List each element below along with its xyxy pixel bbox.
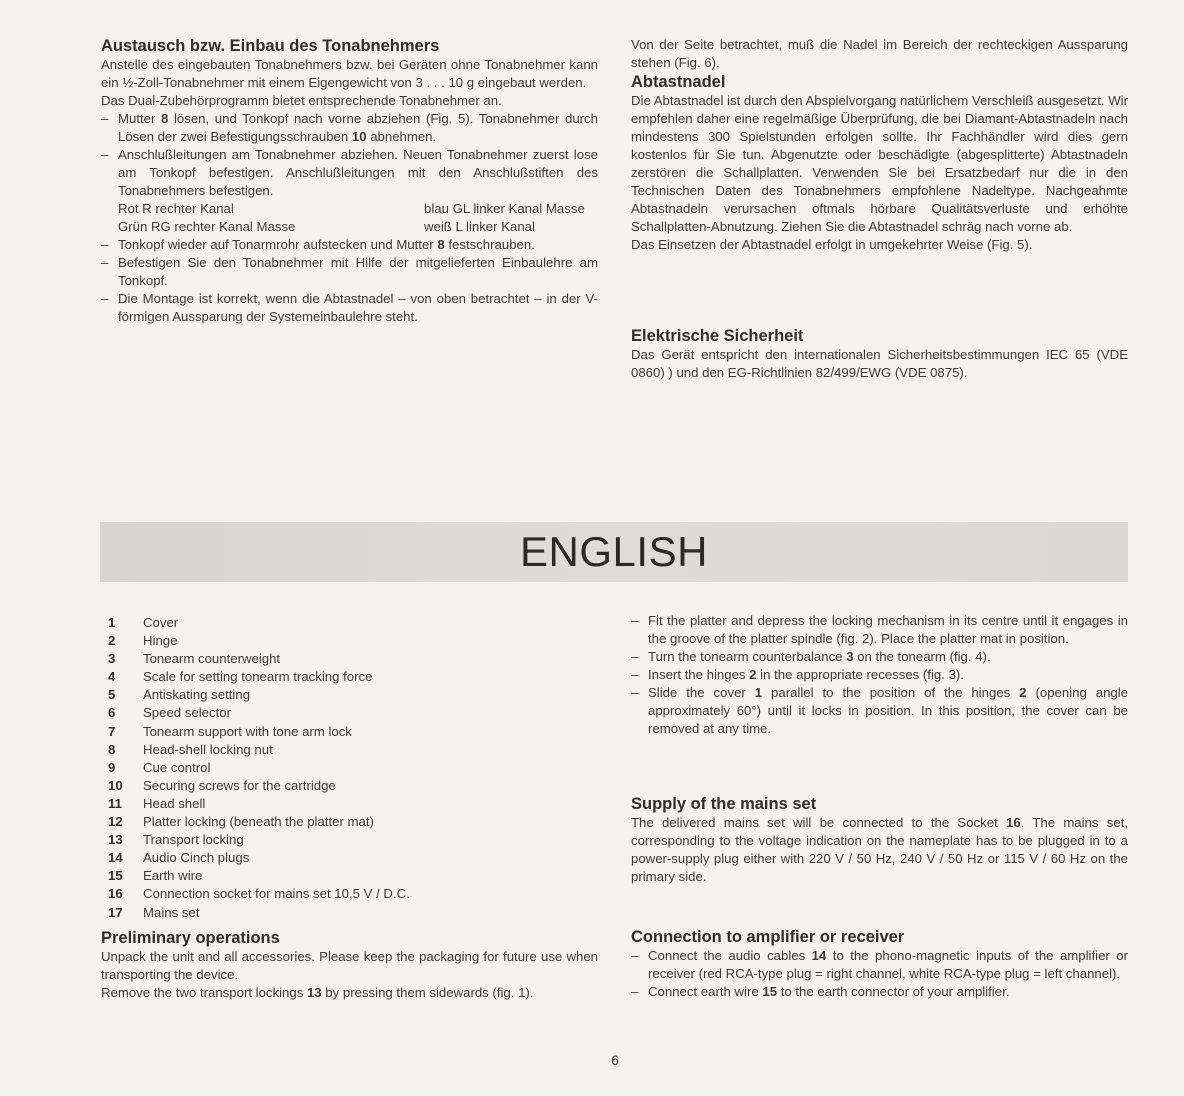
wire-table [118,200,598,236]
part-number: 10 [108,777,123,793]
mains-section [631,794,1128,886]
wire-label: Grün RG rechter Kanal Masse [118,219,296,234]
part-number: 8 [108,741,116,757]
list-item: – Turn the tonearm counterbalance 3 on the tonearm (fig. 4). [631,648,1128,666]
wire-label: Rot R rechter Kanal [118,201,234,216]
list-item: – Connect the audio cables 14 to the phono-magnetic inputs of the amplifier or receiver (red RCA-type plug = right channel, white RCA-type plug = left channel). [631,947,1128,983]
part-label: Speed selector [143,705,231,721]
part-number: 13 [108,832,123,848]
part-number: 3 [108,651,116,667]
side-note: Von der Seite betrachtet, muß die Nadel im Bereich der rechteckigen Aussparung stehen (Fig. 6). [631,37,1128,70]
part-label: Head shell [143,795,206,811]
part-label: Connection socket for mains set 10,5 V / D.C. [143,886,410,902]
part-number: 14 [108,850,123,866]
part-item [108,904,598,922]
cartridge-heading: Austausch bzw. Einbau des Tonabnehmers [101,37,440,55]
part-number: 1 [108,615,116,630]
part-number: 12 [108,814,123,830]
stylus-section [631,36,1128,254]
part-label: Scale for setting tonearm tracking force [143,669,373,685]
cartridge-intro: Anstelle des eingebauten Tonabnehmers bzw. bei Geräten ohne Tonabnehmer kann ein ½-Zoll-Tonabnehmer mit einem Eigengewicht von 3 . . . 10 g eingebaut werden. [101,57,598,90]
part-item [108,632,598,650]
part-label: Earth wire [143,868,203,884]
part-label: Mains set [143,904,200,920]
list-item: – Die Montage ist korrekt, wenn die Abtastnadel – von oben betrachtet – in der V-förmigen Aussparung der Systemeinbaulehre steht. [101,290,598,326]
part-number: 2 [108,633,116,649]
banner-title: ENGLISH [520,528,708,575]
cartridge-section [101,36,598,326]
part-number: 17 [108,904,123,920]
part-item [108,795,598,813]
part-number: 5 [108,687,116,703]
part-item [108,668,598,686]
part-label: Transport locking [143,832,244,848]
part-number: 4 [108,669,116,685]
amplifier-steps [631,947,1128,1001]
safety-section [631,326,1128,382]
parts-list [108,614,598,922]
preliminary-transport-text: Remove the two transport lockings 13 by pressing them sidewards (fig. 1). [101,985,534,1000]
part-item [108,867,598,885]
part-label: Cue control [143,759,211,775]
part-number: 11 [108,795,122,811]
list-item: – Tonkopf wieder auf Tonarmrohr aufstecken und Mutter 8 festschrauben. [101,236,598,254]
part-label: Hinge [143,633,178,649]
part-item [108,831,598,849]
list-item: – Anschlußleitungen am Tonabnehmer abziehen. Neuen Tonabnehmer zuerst lose am Tonkopf befestigen. Anschlußleitungen mit den Anschlußstiften des Tonabnehmers befestigen. Rot R rechter Kanal blau GL linker Kanal Masse Grün RG rechter Kanal Masse weiß L linker Kanal [101,146,598,236]
preliminary-heading: Preliminary operations [101,929,280,947]
part-item [108,777,598,795]
part-label: Tonearm counterweight [143,651,281,667]
part-label: Cover [143,615,179,630]
part-item [108,614,598,632]
stylus-insert-text: Das Einsetzen der Abtastnadel erfolgt in umgekehrter Weise (Fig. 5). [631,237,1033,252]
setup-steps [631,612,1128,738]
part-number: 16 [108,886,123,902]
list-item: – Fit the platter and depress the locking mechanism in its centre until it engages in the groove of the platter spindle (fig. 2). Place the platter mat in position. [631,612,1128,648]
part-number: 6 [108,705,116,721]
stylus-text: Die Abtastnadel ist durch den Abspielvorgang natürlichem Verschleiß ausgesetzt. Wir empfehlen daher eine regelmäßige Überprüfung, die bei Diamant-Abtastnadeln nach mindestens 300 Spielstunden erfolgen sollte. Ihr Fachhändler wird dies gern kostenlos für Sie tun. Abgenutzte oder beschädigte (abgesplitterte) Abtastnadeln zerstören die Schallplatten. Verwenden Sie bei Ersatzbedarf nur die in den Technischen Daten des Tonabnehmers empfohlene Nadeltype. Nachgeahmte Abtastnadeln verursachen oftmals hörbare Qualitätsverluste und erhöhte Schallplatten-Abnutzung. Ziehen Sie die Abtastnadel schräg nach vorne ab. [631,93,1128,234]
amplifier-heading: Connection to amplifier or receiver [631,928,905,946]
part-label: Antiskating setting [143,687,251,703]
part-item [108,885,598,903]
list-item: – Connect earth wire 15 to the earth connector of your amplifier. [631,983,1128,1001]
list-item: – Insert the hinges 2 in the appropriate recesses (fig. 3). [631,666,1128,684]
part-label: Tonearm support with tone arm lock [143,723,352,739]
mains-heading: Supply of the mains set [631,795,817,813]
parts-section [108,614,598,922]
cartridge-steps [101,110,598,326]
stylus-heading: Abtastnadel [631,73,726,91]
part-item [108,741,598,759]
part-item [108,849,598,867]
preliminary-text: Unpack the unit and all accessories. Please keep the packaging for future use when transporting the device. [101,949,598,982]
amplifier-section [631,927,1128,1001]
part-number: 7 [108,723,116,739]
part-item [108,650,598,668]
part-item [108,704,598,722]
safety-heading: Elektrische Sicherheit [631,327,804,345]
mains-text: The delivered mains set will be connected to the Socket 16. The mains set, corresponding to the voltage indication on the nameplate has to be plugged in to a power-supply plug either with 220 V / 50 Hz, 240 V / 50 Hz or 115 V / 60 Hz on the primary side. [631,815,1129,884]
language-banner [100,522,1128,582]
part-item [108,723,598,741]
list-item: – Befestigen Sie den Tonabnehmer mit Hilfe der mitgelieferten Einbaulehre am Tonkopf. [101,254,598,290]
part-number: 15 [108,868,123,884]
list-item: – Mutter 8 lösen, und Tonkopf nach vorne abziehen (Fig. 5). Tonabnehmer durch Lösen der zwei Befestigungsschrauben 10 abnehmen. [101,110,598,146]
part-item [108,813,598,831]
cartridge-accessories: Das Dual-Zubehörprogramm bietet entsprechende Tonabnehmer an. [101,93,502,108]
part-item [108,686,598,704]
part-label: Platter locking (beneath the platter mat) [143,814,374,830]
part-label: Audio Cinch plugs [143,850,250,866]
preliminary-section [101,928,598,1002]
safety-text: Das Gerät entspricht den internationalen Sicherheitsbestimmungen IEC 65 (VDE 0860) ) und den EG-Richtlinien 82/499/EWG (VDE 0875). [631,347,1128,380]
part-label: Head-shell locking nut [143,741,273,757]
part-label: Securing screws for the cartridge [143,777,336,793]
list-item: – Slide the cover 1 parallel to the position of the hinges 2 (opening angle approximately 60°) until it locks in position. In this position, the cover can be removed at any time. [631,684,1128,738]
page-number: 6 [611,1052,619,1068]
wire-label: blau GL linker Kanal Masse [424,201,585,216]
part-item [108,759,598,777]
wire-label: weiß L linker Kanal [424,219,535,234]
setup-steps-section [631,612,1128,738]
part-number: 9 [108,759,116,775]
